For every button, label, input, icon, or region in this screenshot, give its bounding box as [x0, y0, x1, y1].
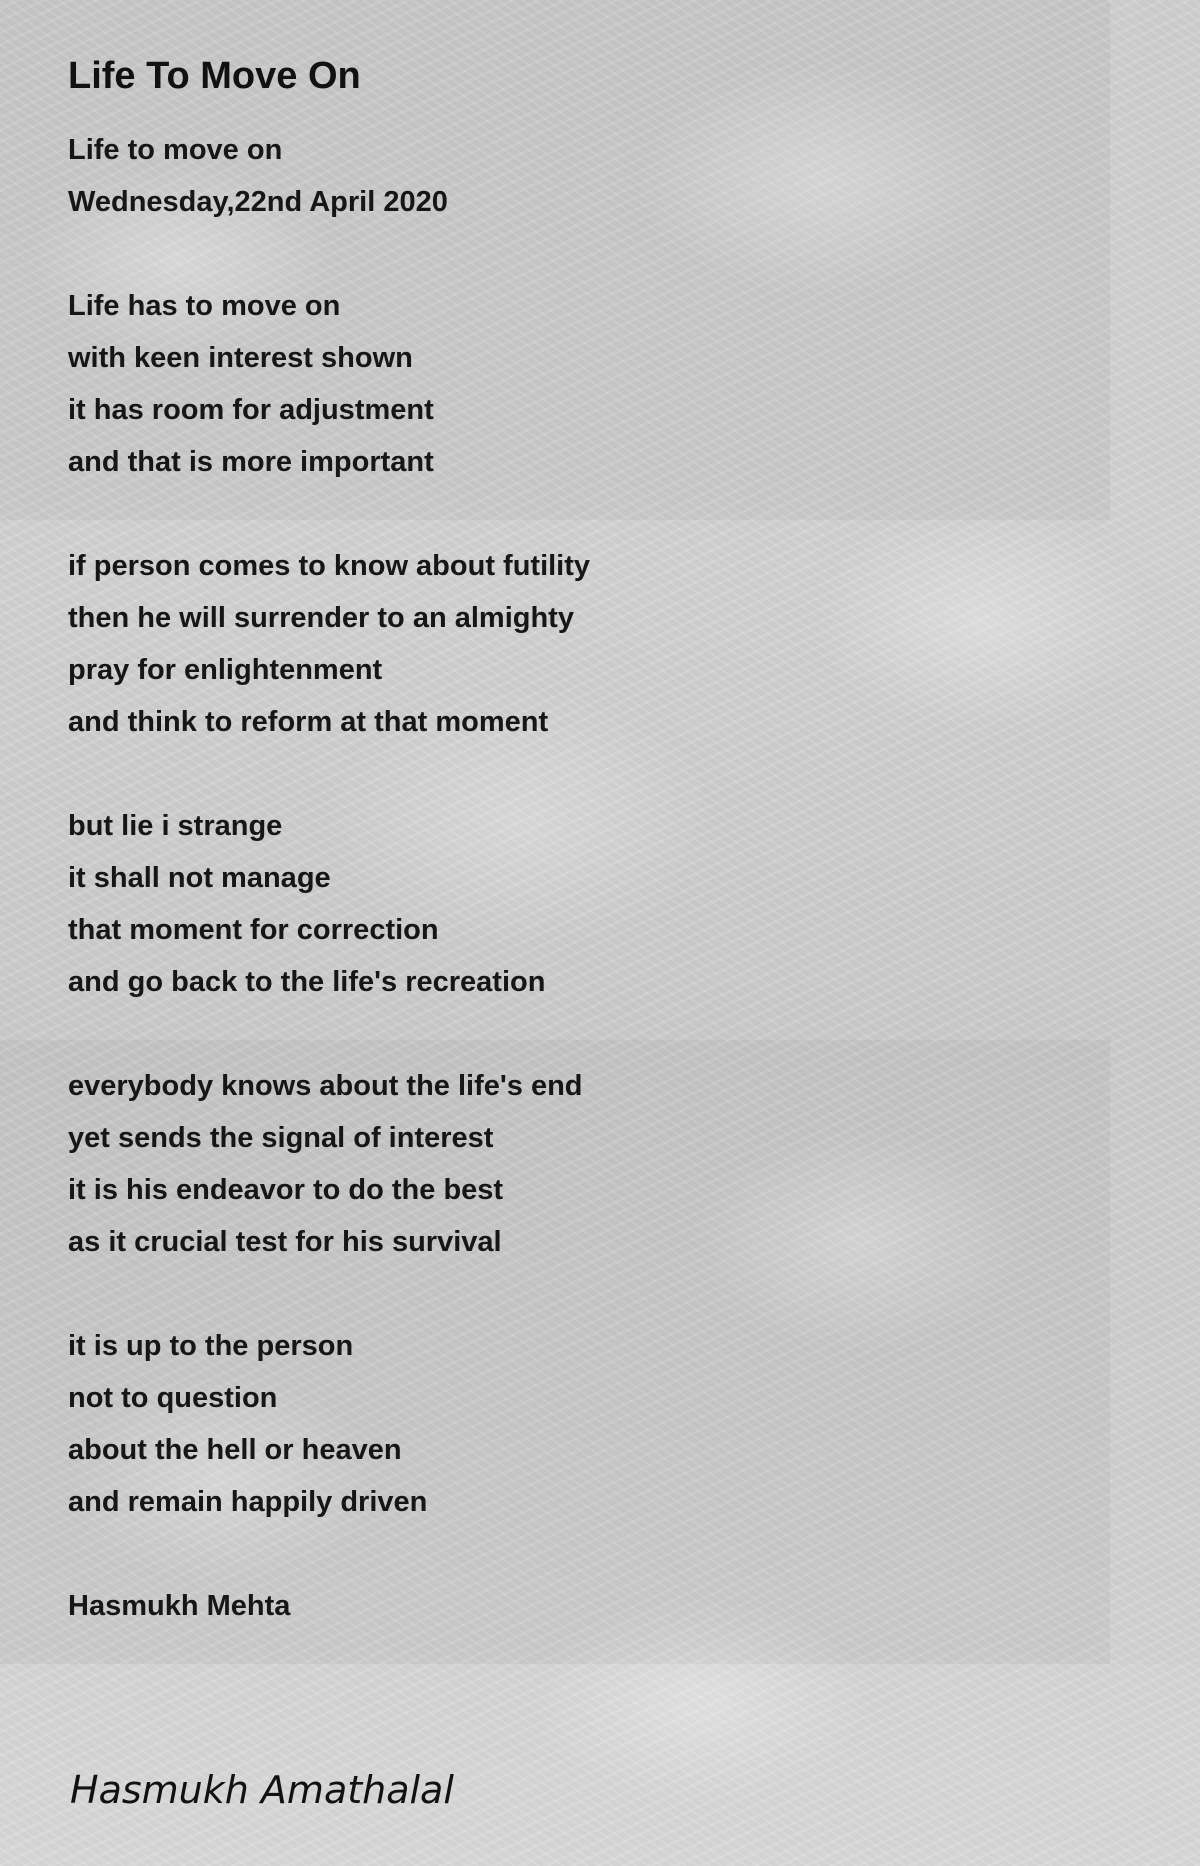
- poem-line: but lie i strange: [68, 810, 283, 842]
- stanza-break: [68, 228, 1148, 280]
- poem-line: it shall not manage: [68, 862, 331, 894]
- poem-body: [68, 124, 1148, 1632]
- poem-title: Life To Move On: [68, 55, 361, 97]
- poem-line: yet sends the signal of interest: [68, 1122, 494, 1154]
- poem-line: and remain happily driven: [68, 1486, 428, 1518]
- poem-line: and think to reform at that moment: [68, 706, 549, 738]
- poem-line: with keen interest shown: [68, 342, 413, 374]
- stanza-break: [68, 748, 1148, 800]
- poem-line: Wednesday,22nd April 2020: [68, 186, 448, 218]
- poem-line: it is his endeavor to do the best: [68, 1174, 504, 1206]
- poem-line: that moment for correction: [68, 914, 439, 946]
- poem-container: [68, 50, 1148, 1632]
- poem-line: as it crucial test for his survival: [68, 1226, 502, 1258]
- poem-line: about the hell or heaven: [68, 1434, 402, 1466]
- stanza-break: [68, 1008, 1148, 1060]
- footer-author-signature: Hasmukh Amathalal: [70, 1768, 454, 1812]
- poem-line: it is up to the person: [68, 1330, 354, 1362]
- poem-line: Hasmukh Mehta: [68, 1590, 291, 1622]
- stanza-break: [68, 1268, 1148, 1320]
- stanza-break: [68, 488, 1148, 540]
- poem-line: Life has to move on: [68, 290, 341, 322]
- poem-line: everybody knows about the life's end: [68, 1070, 583, 1102]
- poem-line: it has room for adjustment: [68, 394, 434, 426]
- poem-line: and go back to the life's recreation: [68, 966, 546, 998]
- stanza-break: [68, 1528, 1148, 1580]
- poem-line: then he will surrender to an almighty: [68, 602, 574, 634]
- poem-line: Life to move on: [68, 134, 283, 166]
- poem-line: and that is more important: [68, 446, 434, 478]
- poem-line: not to question: [68, 1382, 278, 1414]
- poem-line: pray for enlightenment: [68, 654, 383, 686]
- poem-line: if person comes to know about futility: [68, 550, 591, 582]
